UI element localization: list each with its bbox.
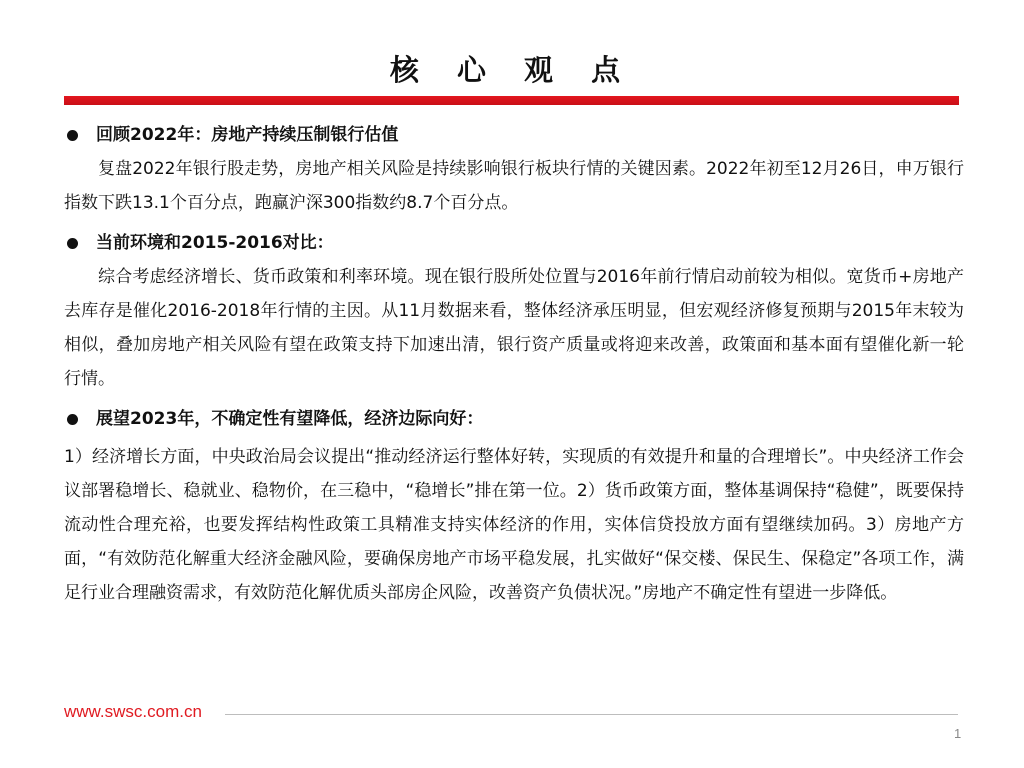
slide-content [64,118,964,610]
page-number: 1 [954,726,962,741]
section-heading-comparison [64,226,964,260]
footer-divider [225,714,958,715]
title-divider-bar [64,96,959,105]
section-paragraph-outlook-2023: 1）经济增长方面，中央政治局会议提出“推动经济运行整体好转，实现质的有效提升和量的合理增长”。中央经济工作会议部署稳增长、稳就业、稳物价，在三稳中，“稳增长”排在第一位。2）货币政策方面，整体基调保持“稳健”，既要保持流动性合理充裕，也要发挥结构性政策工具精准支持实体经济的作用，实体信贷投放方面有望继续加码。3）房地产方面，“有效防范化解重大经济金融风险，要确保房地产市场平稳发展，扎实做好“保交楼、保民生、保稳定”各项工作，满足行业合理融资需求，有效防范化解优质头部房企风险，改善资产负债状况。”房地产不确定性有望进一步降低。 [64,447,964,603]
section-heading-text: 展望2023年，不确定性有望降低，经济边际向好： [96,409,484,429]
section-paragraph-review-2022: 复盘2022年银行股走势，房地产相关风险是持续影响银行板块行情的关键因素。2022年初至12月26日，申万银行指数下跌13.1个百分点，跑赢沪深300指数约8.7个百分点。 [64,159,964,213]
section-heading-review-2022 [64,118,964,152]
bullet-dot-icon [67,414,78,425]
footer-website-link[interactable]: www.swsc.com.cn [64,702,202,721]
bullet-dot-icon [67,238,78,249]
section-paragraph-comparison: 综合考虑经济增长、货币政策和利率环境。现在银行股所处位置与2016年前行情启动前较为相似。宽货币+房地产去库存是催化2016-2018年行情的主因。从11月数据来看，整体经济承压明显，但宏观经济修复预期与2015年末较为相似，叠加房地产相关风险有望在政策支持下加速出清，银行资产质量或将迎来改善，政策面和基本面有望催化新一轮行情。 [64,267,964,389]
bullet-dot-icon [67,130,78,141]
slide-title: 核 心 观 点 [389,53,635,87]
section-heading-outlook-2023 [64,402,964,436]
section-heading-text: 当前环境和2015-2016对比： [96,233,334,253]
section-heading-text: 回顾2022年：房地产持续压制银行估值 [96,125,399,145]
